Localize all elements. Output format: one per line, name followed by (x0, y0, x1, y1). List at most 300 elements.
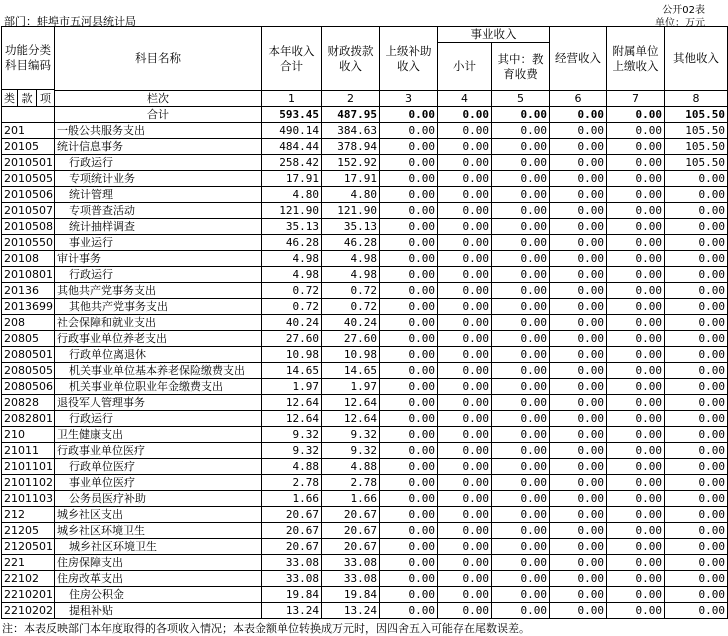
row-value: 0.00 (607, 155, 665, 171)
row-value: 0.00 (665, 347, 728, 363)
row-value: 0.00 (550, 251, 607, 267)
row-value: 0.00 (492, 155, 550, 171)
row-value: 0.00 (607, 363, 665, 379)
row-value: 0.00 (492, 347, 550, 363)
row-code: 2080506 (2, 379, 55, 395)
idx-7: 7 (607, 91, 665, 107)
row-value: 0.00 (380, 363, 438, 379)
table-row (2, 251, 728, 267)
row-code: 2210202 (2, 603, 55, 619)
total-value: 0.00 (492, 107, 550, 123)
row-value: 0.00 (380, 219, 438, 235)
row-value: 0.00 (550, 235, 607, 251)
row-value: 0.00 (607, 459, 665, 475)
row-value: 33.08 (322, 555, 380, 571)
table-row (2, 427, 728, 443)
row-value: 0.00 (607, 443, 665, 459)
row-code: 2101102 (2, 475, 55, 491)
table-row (2, 475, 728, 491)
row-value: 0.00 (607, 395, 665, 411)
col-total: 本年收入合计 (262, 27, 322, 91)
row-value: 0.00 (492, 139, 550, 155)
row-subject-name: 事业运行 (55, 235, 262, 251)
table-row (2, 155, 728, 171)
row-value: 0.00 (492, 443, 550, 459)
col-career-group: 事业收入 (438, 27, 550, 43)
row-value: 4.98 (262, 251, 322, 267)
row-value: 0.00 (438, 379, 492, 395)
row-value: 0.00 (438, 331, 492, 347)
total-value: 593.45 (262, 107, 322, 123)
row-value: 1.97 (262, 379, 322, 395)
row-value: 0.00 (665, 251, 728, 267)
row-value: 0.00 (665, 491, 728, 507)
row-value: 9.32 (262, 443, 322, 459)
row-value: 0.00 (665, 427, 728, 443)
row-value: 0.00 (665, 555, 728, 571)
row-value: 258.42 (262, 155, 322, 171)
row-value: 4.88 (322, 459, 380, 475)
row-value: 0.00 (607, 299, 665, 315)
row-value: 0.00 (438, 155, 492, 171)
col-kuan: 款 (18, 90, 37, 107)
row-value: 0.00 (380, 555, 438, 571)
idx-3: 3 (380, 91, 438, 107)
row-value: 105.50 (665, 155, 728, 171)
row-value: 0.00 (438, 587, 492, 603)
row-value: 0.00 (665, 219, 728, 235)
row-value: 0.00 (607, 347, 665, 363)
table-row (2, 187, 728, 203)
row-code: 2080505 (2, 363, 55, 379)
row-value: 0.00 (380, 139, 438, 155)
row-value: 0.00 (438, 139, 492, 155)
row-value: 0.00 (492, 379, 550, 395)
col-lanci: 栏次 (55, 91, 262, 107)
row-value: 40.24 (322, 315, 380, 331)
row-value: 0.00 (665, 459, 728, 475)
table-row (2, 379, 728, 395)
row-value: 0.00 (550, 363, 607, 379)
row-subject-name: 提租补贴 (55, 603, 262, 619)
row-value: 0.00 (550, 347, 607, 363)
income-table (1, 26, 728, 619)
row-value: 0.00 (607, 411, 665, 427)
row-subject-name: 公务员医疗补助 (55, 491, 262, 507)
row-value: 0.00 (607, 379, 665, 395)
row-value: 0.00 (492, 523, 550, 539)
row-value: 1.97 (322, 379, 380, 395)
row-value: 14.65 (262, 363, 322, 379)
row-value: 0.00 (550, 443, 607, 459)
row-value: 0.00 (492, 283, 550, 299)
table-row (2, 395, 728, 411)
row-subject-name: 行政单位医疗 (55, 459, 262, 475)
row-value: 0.00 (492, 331, 550, 347)
row-value: 0.00 (607, 571, 665, 587)
row-value: 0.00 (550, 459, 607, 475)
table-row (2, 603, 728, 619)
table-row (2, 171, 728, 187)
row-value: 0.72 (322, 283, 380, 299)
row-value: 4.88 (262, 459, 322, 475)
table-row (2, 139, 728, 155)
row-value: 0.00 (380, 283, 438, 299)
row-subject-name: 城乡社区环境卫生 (55, 539, 262, 555)
row-code: 21011 (2, 443, 55, 459)
row-value: 121.90 (262, 203, 322, 219)
row-subject-name: 机关事业单位基本养老保险缴费支出 (55, 363, 262, 379)
row-subject-name: 城乡社区支出 (55, 507, 262, 523)
row-value: 0.00 (607, 267, 665, 283)
total-value: 0.00 (380, 107, 438, 123)
row-value: 40.24 (262, 315, 322, 331)
row-value: 0.00 (550, 267, 607, 283)
row-subject-name: 机关事业单位职业年金缴费支出 (55, 379, 262, 395)
row-value: 0.00 (607, 171, 665, 187)
header-row-1 (2, 27, 728, 43)
row-value: 0.00 (607, 283, 665, 299)
table-row (2, 539, 728, 555)
row-subject-name: 统计管理 (55, 187, 262, 203)
row-value: 0.00 (380, 187, 438, 203)
row-value: 0.00 (665, 443, 728, 459)
row-value: 0.00 (550, 123, 607, 139)
row-code: 2082801 (2, 411, 55, 427)
row-value: 0.00 (607, 587, 665, 603)
row-value: 0.00 (438, 219, 492, 235)
row-code: 2080501 (2, 347, 55, 363)
row-value: 105.50 (665, 123, 728, 139)
row-value: 14.65 (322, 363, 380, 379)
row-value: 20.67 (262, 507, 322, 523)
row-value: 0.00 (380, 299, 438, 315)
row-value: 19.84 (322, 587, 380, 603)
row-code: 2120501 (2, 539, 55, 555)
row-subject-name: 住房改革支出 (55, 571, 262, 587)
row-value: 0.00 (550, 523, 607, 539)
row-value: 0.00 (607, 331, 665, 347)
row-value: 27.60 (322, 331, 380, 347)
row-subject-name: 行政事业单位养老支出 (55, 331, 262, 347)
row-value: 0.00 (438, 539, 492, 555)
row-value: 0.00 (607, 187, 665, 203)
row-value: 35.13 (322, 219, 380, 235)
row-value: 4.80 (322, 187, 380, 203)
row-code: 20108 (2, 251, 55, 267)
row-value: 0.00 (380, 123, 438, 139)
row-value: 0.00 (438, 523, 492, 539)
col-career-edu: 其中：教育收费 (492, 43, 550, 91)
unit-label: 单位：万元 (655, 18, 705, 29)
row-value: 0.00 (438, 555, 492, 571)
row-value: 17.91 (262, 171, 322, 187)
row-value: 0.00 (492, 427, 550, 443)
row-value: 0.00 (665, 315, 728, 331)
row-value: 0.00 (607, 603, 665, 619)
row-value: 0.00 (607, 539, 665, 555)
row-value: 0.00 (492, 363, 550, 379)
row-value: 490.14 (262, 123, 322, 139)
row-value: 0.00 (550, 155, 607, 171)
row-value: 0.00 (550, 587, 607, 603)
row-value: 2.78 (262, 475, 322, 491)
row-value: 0.00 (492, 507, 550, 523)
total-row (2, 107, 728, 123)
row-value: 0.00 (438, 363, 492, 379)
row-value: 0.00 (665, 299, 728, 315)
row-value: 0.00 (665, 171, 728, 187)
row-value: 0.00 (607, 235, 665, 251)
row-value: 0.00 (380, 539, 438, 555)
row-code: 21205 (2, 523, 55, 539)
table-row (2, 491, 728, 507)
row-value: 0.00 (438, 443, 492, 459)
row-subject-name: 事业单位医疗 (55, 475, 262, 491)
row-value: 0.00 (550, 379, 607, 395)
row-value: 0.00 (550, 411, 607, 427)
row-value: 0.00 (380, 331, 438, 347)
idx-5: 5 (492, 91, 550, 107)
row-value: 0.00 (550, 475, 607, 491)
row-value: 0.00 (438, 123, 492, 139)
table-row (2, 219, 728, 235)
row-value: 0.00 (550, 283, 607, 299)
row-value: 4.80 (262, 187, 322, 203)
row-value: 0.00 (492, 123, 550, 139)
row-value: 0.00 (438, 347, 492, 363)
row-value: 12.64 (262, 411, 322, 427)
table-row (2, 555, 728, 571)
table-row (2, 347, 728, 363)
idx-2: 2 (322, 91, 380, 107)
row-code: 212 (2, 507, 55, 523)
row-value: 0.00 (607, 251, 665, 267)
col-xiang: 项 (37, 90, 55, 107)
row-value: 0.00 (665, 507, 728, 523)
row-code: 2101101 (2, 459, 55, 475)
row-value: 0.00 (380, 427, 438, 443)
row-value: 0.00 (665, 267, 728, 283)
row-subject-name: 专项统计业务 (55, 171, 262, 187)
row-value: 0.00 (492, 251, 550, 267)
row-code: 20805 (2, 331, 55, 347)
row-value: 0.00 (665, 539, 728, 555)
row-code: 221 (2, 555, 55, 571)
row-value: 0.00 (380, 267, 438, 283)
row-value: 0.00 (438, 603, 492, 619)
row-subject-name: 行政事业单位医疗 (55, 443, 262, 459)
row-value: 0.00 (380, 235, 438, 251)
row-value: 13.24 (322, 603, 380, 619)
table-row (2, 411, 728, 427)
row-value: 152.92 (322, 155, 380, 171)
row-value: 9.32 (322, 427, 380, 443)
row-value: 0.00 (380, 491, 438, 507)
row-code: 22102 (2, 571, 55, 587)
row-value: 0.00 (492, 315, 550, 331)
row-value: 0.00 (607, 219, 665, 235)
row-value: 0.00 (438, 187, 492, 203)
row-subject-name: 退役军人管理事务 (55, 395, 262, 411)
row-value: 4.98 (322, 267, 380, 283)
row-value: 0.00 (607, 123, 665, 139)
col-career-sub: 小计 (438, 43, 492, 91)
row-value: 0.00 (438, 491, 492, 507)
col-affiliate: 附属单位上缴收入 (607, 27, 665, 91)
row-value: 0.00 (665, 331, 728, 347)
row-value: 0.00 (492, 475, 550, 491)
row-value: 0.00 (550, 539, 607, 555)
row-value: 0.00 (492, 411, 550, 427)
row-value: 0.00 (607, 523, 665, 539)
row-value: 0.00 (607, 507, 665, 523)
row-value: 0.00 (438, 571, 492, 587)
row-value: 0.00 (438, 267, 492, 283)
row-value: 0.00 (607, 475, 665, 491)
row-value: 0.00 (550, 395, 607, 411)
table-row (2, 299, 728, 315)
row-value: 0.00 (438, 411, 492, 427)
table-row (2, 331, 728, 347)
row-code: 20136 (2, 283, 55, 299)
col-lei: 类 (2, 90, 18, 107)
row-value: 0.00 (438, 315, 492, 331)
row-value: 0.00 (665, 379, 728, 395)
row-value: 0.00 (492, 299, 550, 315)
row-value: 19.84 (262, 587, 322, 603)
row-value: 0.00 (550, 555, 607, 571)
row-value: 35.13 (262, 219, 322, 235)
row-value: 20.67 (322, 507, 380, 523)
row-code: 2210201 (2, 587, 55, 603)
row-value: 0.00 (607, 555, 665, 571)
row-value: 0.00 (380, 443, 438, 459)
row-value: 20.67 (322, 539, 380, 555)
row-value: 2.78 (322, 475, 380, 491)
row-value: 0.00 (665, 283, 728, 299)
row-value: 0.00 (492, 459, 550, 475)
row-subject-name: 统计信息事务 (55, 139, 262, 155)
row-value: 9.32 (322, 443, 380, 459)
row-value: 0.00 (607, 139, 665, 155)
row-subject-name: 一般公共服务支出 (55, 123, 262, 139)
row-value: 484.44 (262, 139, 322, 155)
table-row (2, 571, 728, 587)
row-value: 0.00 (380, 171, 438, 187)
row-value: 0.00 (665, 571, 728, 587)
row-value: 0.00 (438, 507, 492, 523)
row-value: 0.00 (492, 235, 550, 251)
row-value: 0.00 (380, 411, 438, 427)
row-code: 201 (2, 123, 55, 139)
row-value: 12.64 (262, 395, 322, 411)
row-value: 0.00 (438, 395, 492, 411)
row-value: 0.00 (492, 571, 550, 587)
row-value: 378.94 (322, 139, 380, 155)
row-value: 20.67 (262, 539, 322, 555)
row-value: 46.28 (262, 235, 322, 251)
row-subject-name: 住房公积金 (55, 587, 262, 603)
row-value: 0.00 (380, 475, 438, 491)
row-value: 27.60 (262, 331, 322, 347)
row-subject-name: 卫生健康支出 (55, 427, 262, 443)
row-value: 0.00 (492, 203, 550, 219)
row-value: 0.00 (438, 251, 492, 267)
row-value: 121.90 (322, 203, 380, 219)
row-subject-name: 专项普查活动 (55, 203, 262, 219)
department-label: 部门：蚌埠市五河县统计局 (4, 15, 136, 28)
row-code: 20105 (2, 139, 55, 155)
row-code: 2010501 (2, 155, 55, 171)
row-value: 0.00 (380, 587, 438, 603)
row-value: 0.00 (380, 379, 438, 395)
row-value: 20.67 (322, 523, 380, 539)
row-code: 2010508 (2, 219, 55, 235)
row-code: 208 (2, 315, 55, 331)
col-func-code: 功能分类科目编码 (2, 27, 55, 90)
row-value: 0.00 (380, 155, 438, 171)
table-row (2, 523, 728, 539)
row-value: 0.00 (665, 587, 728, 603)
row-value: 0.00 (380, 251, 438, 267)
row-subject-name: 其他共产党事务支出 (55, 283, 262, 299)
row-value: 0.00 (492, 395, 550, 411)
table-row (2, 459, 728, 475)
row-value: 1.66 (322, 491, 380, 507)
row-value: 0.00 (492, 603, 550, 619)
row-value: 33.08 (322, 571, 380, 587)
idx-8: 8 (665, 91, 728, 107)
row-value: 0.00 (550, 171, 607, 187)
total-value: 0.00 (607, 107, 665, 123)
row-value: 0.00 (438, 459, 492, 475)
form-number: 公开02表 (662, 5, 705, 16)
row-value: 0.00 (607, 427, 665, 443)
row-value: 17.91 (322, 171, 380, 187)
row-value: 0.00 (665, 187, 728, 203)
row-value: 4.98 (262, 267, 322, 283)
row-value: 0.00 (550, 571, 607, 587)
row-value: 0.00 (380, 523, 438, 539)
row-code: 210 (2, 427, 55, 443)
row-value: 0.00 (492, 171, 550, 187)
row-value: 0.72 (322, 299, 380, 315)
table-row (2, 315, 728, 331)
row-value: 0.00 (607, 315, 665, 331)
row-code: 2101103 (2, 491, 55, 507)
row-value: 0.00 (438, 427, 492, 443)
row-value: 12.64 (322, 395, 380, 411)
row-value: 0.00 (665, 475, 728, 491)
row-value: 0.00 (438, 171, 492, 187)
row-code: 2010550 (2, 235, 55, 251)
row-code: 2010507 (2, 203, 55, 219)
row-value: 0.00 (380, 203, 438, 219)
row-value: 0.00 (492, 187, 550, 203)
row-value: 20.67 (262, 523, 322, 539)
row-value: 0.00 (607, 203, 665, 219)
row-subject-name: 其他共产党事务支出 (55, 299, 262, 315)
row-subject-name: 行政单位离退休 (55, 347, 262, 363)
row-value: 0.00 (550, 139, 607, 155)
col-other: 其他收入 (665, 27, 728, 91)
row-value: 0.00 (380, 603, 438, 619)
row-code: 20828 (2, 395, 55, 411)
row-value: 1.66 (262, 491, 322, 507)
row-value: 33.08 (262, 571, 322, 587)
row-value: 12.64 (322, 411, 380, 427)
